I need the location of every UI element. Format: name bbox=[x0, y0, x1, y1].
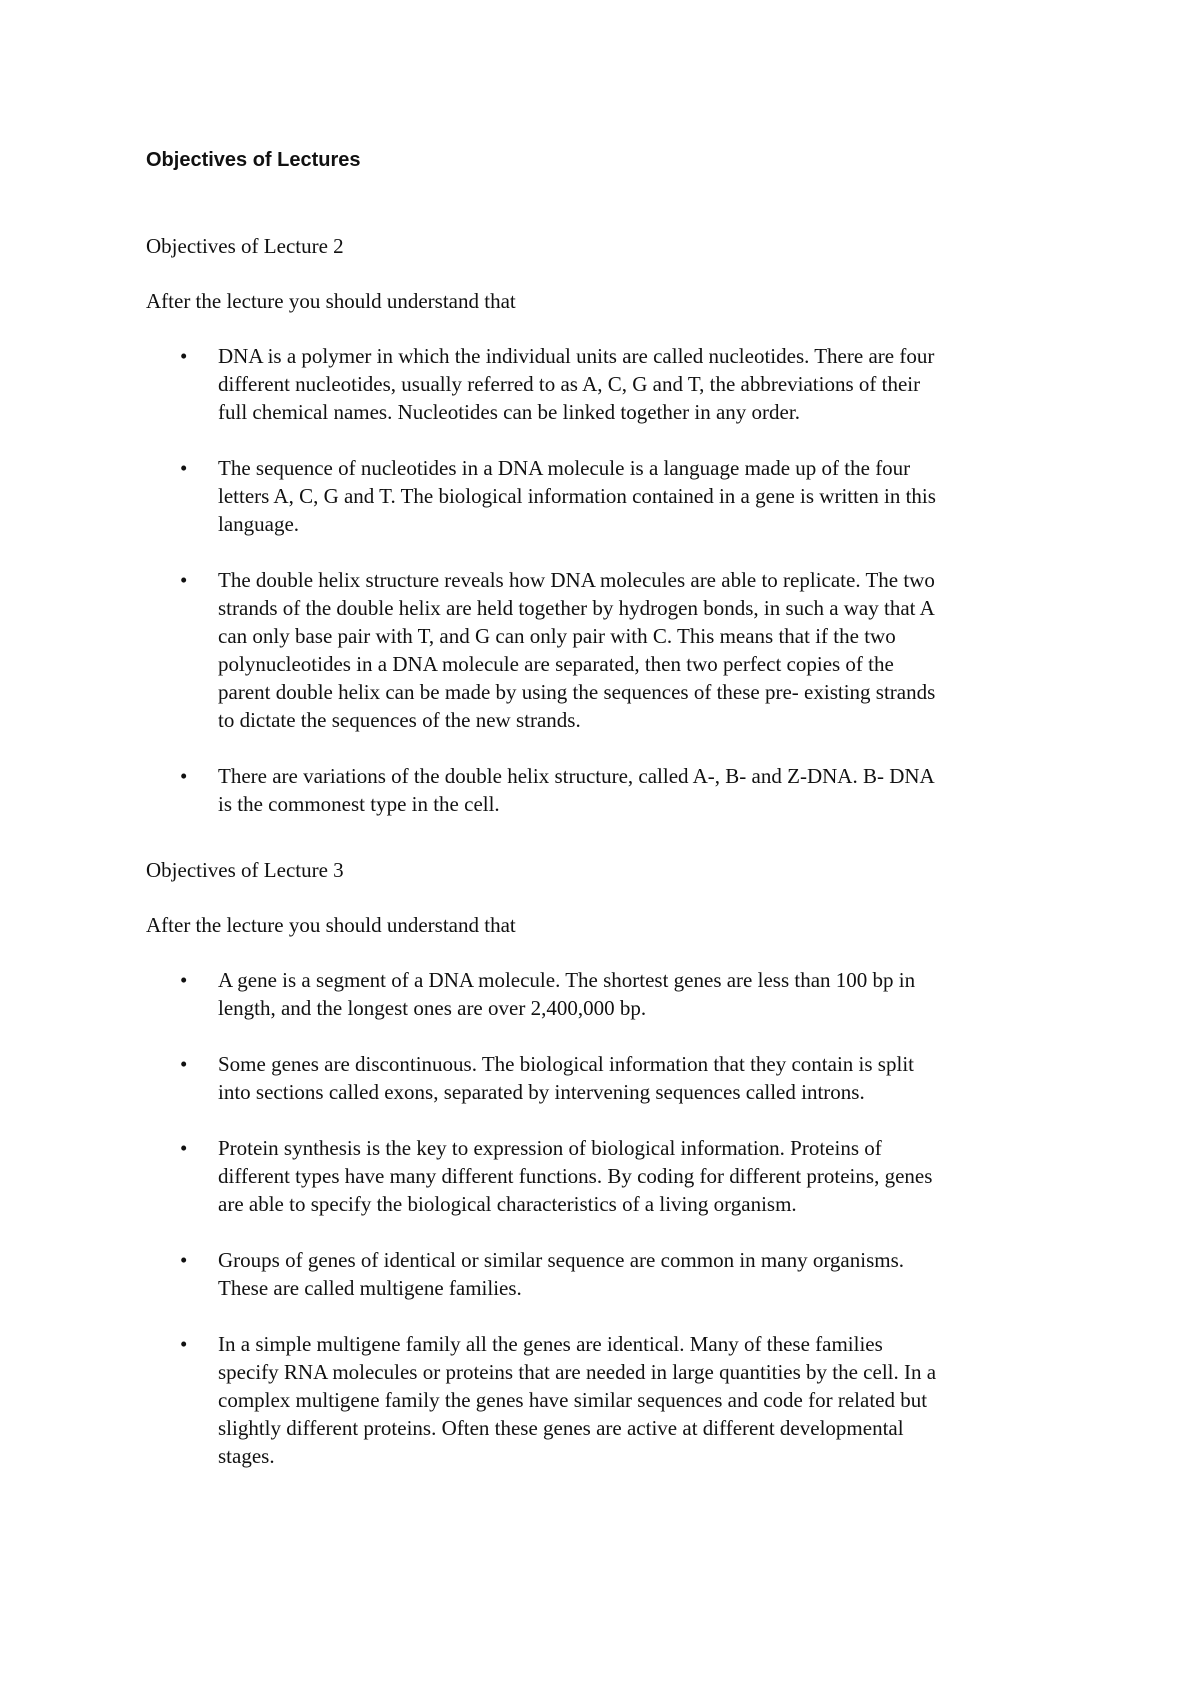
list-item bbox=[146, 1134, 1056, 1218]
document-title: Objectives of Lectures bbox=[146, 149, 361, 171]
list-item-text: The double helix structure reveals how DNA molecules are able to replicate. The two strands of the double helix are held together by hydrogen bonds, in such a way that A can only base pair with T, and G can only pair with C. This means that if the two polynucleotides in a DNA molecule are separated, then two perfect copies of the parent double helix can be made by using the sequences of these pre- existing strands to dictate the sequences of the new strands. bbox=[218, 568, 936, 732]
list-item bbox=[146, 966, 1056, 1022]
list-item bbox=[146, 1330, 1056, 1470]
bullet-icon: • bbox=[180, 344, 188, 368]
bullet-icon: • bbox=[180, 1332, 188, 1356]
list-item bbox=[146, 1246, 1056, 1302]
list-item-text: There are variations of the double helix structure, called A-, B- and Z-DNA. B- DNA is the commonest type in the cell. bbox=[218, 764, 935, 816]
list-item-text: Protein synthesis is the key to expression of biological information. Proteins of different types have many different functions. By coding for different proteins, genes are able to specify the biological characteristics of a living organism. bbox=[218, 1136, 933, 1216]
bullet-icon: • bbox=[180, 968, 188, 992]
list-item-text: The sequence of nucleotides in a DNA molecule is a language made up of the four letters A, C, G and T. The biological information contained in a gene is written in this language. bbox=[218, 456, 936, 536]
list-item-text: DNA is a polymer in which the individual units are called nucleotides. There are four different nucleotides, usually referred to as A, C, G and T, the abbreviations of their full chemical names. Nucleotides can be linked together in any order. bbox=[218, 344, 935, 424]
bullet-icon: • bbox=[180, 1248, 188, 1272]
bullet-list bbox=[146, 342, 1056, 818]
bullet-icon: • bbox=[180, 1052, 188, 1076]
lecture-2-section bbox=[146, 232, 1056, 818]
section-heading: Objectives of Lecture 2 bbox=[146, 234, 344, 258]
bullet-icon: • bbox=[180, 568, 188, 592]
section-intro: After the lecture you should understand that bbox=[146, 289, 516, 313]
list-item-text: In a simple multigene family all the genes are identical. Many of these families specify RNA molecules or proteins that are needed in large quantities by the cell. In a complex multigene family the genes have similar sequences and code for related but slightly different proteins. Often these genes are active at different developmental stages. bbox=[218, 1332, 937, 1468]
bullet-list bbox=[146, 966, 1056, 1470]
list-item bbox=[146, 342, 1056, 426]
list-item-text: A gene is a segment of a DNA molecule. The shortest genes are less than 100 bp in length, and the longest ones are over 2,400,000 bp. bbox=[218, 968, 916, 1020]
lecture-3-section bbox=[146, 856, 1056, 1470]
list-item-text: Some genes are discontinuous. The biological information that they contain is split into sections called exons, separated by intervening sequences called introns. bbox=[218, 1052, 914, 1104]
list-item bbox=[146, 1050, 1056, 1106]
section-intro: After the lecture you should understand that bbox=[146, 913, 516, 937]
list-item bbox=[146, 762, 1056, 818]
list-item bbox=[146, 454, 1056, 538]
bullet-icon: • bbox=[180, 764, 188, 788]
bullet-icon: • bbox=[180, 456, 188, 480]
section-heading: Objectives of Lecture 3 bbox=[146, 858, 344, 882]
list-item bbox=[146, 566, 1056, 734]
list-item-text: Groups of genes of identical or similar sequence are common in many organisms. These are called multigene families. bbox=[218, 1248, 905, 1300]
bullet-icon: • bbox=[180, 1136, 188, 1160]
